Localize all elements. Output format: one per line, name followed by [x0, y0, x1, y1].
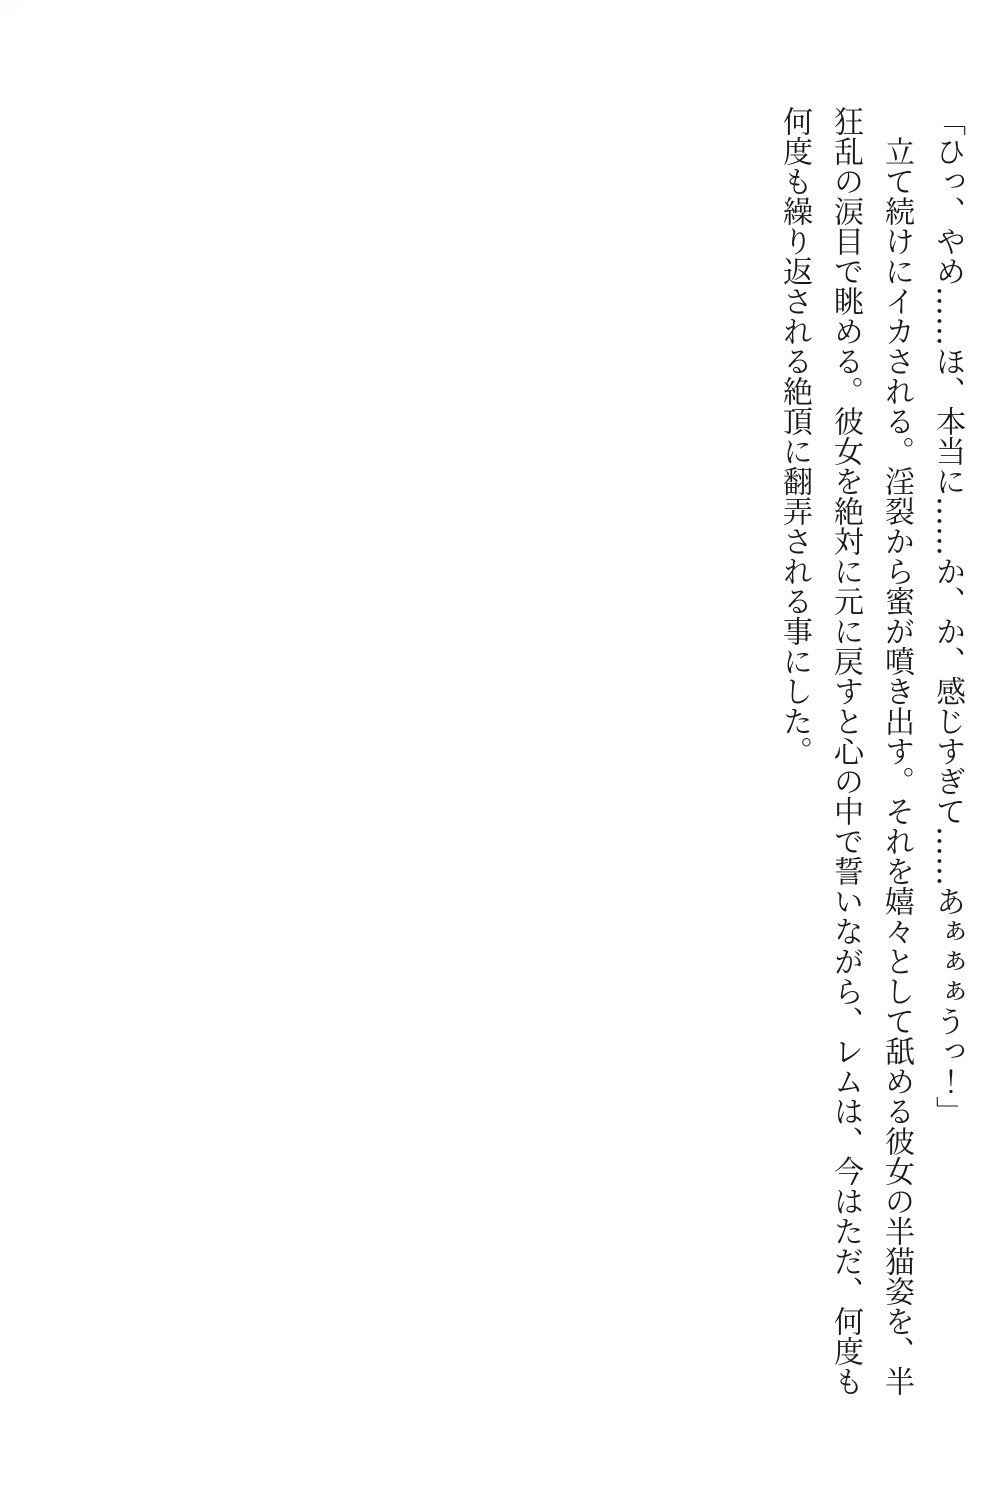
text-line-1-dialogue: 「ひっ、やめ……ほ、本当に……か、か、感じすぎて……あぁぁぁうっ！」	[930, 106, 965, 1126]
vertical-text-block	[769, 106, 973, 1402]
text-line-3: 狂乱の涙目で眺める。彼女を絶対に元に戻すと心の中で誓いながら、レムは、今はただ、何度も	[828, 106, 863, 1396]
scan-corner-artifact	[0, 0, 18, 14]
text-line-4: 何度も繰り返される絶頂に翻弄される事にした。	[777, 106, 812, 766]
text-line-2: 立て続けにイカされる。淫裂から蜜が噴き出す。それを嬉々として舐める彼女の半猫姿を、半	[879, 106, 914, 1396]
